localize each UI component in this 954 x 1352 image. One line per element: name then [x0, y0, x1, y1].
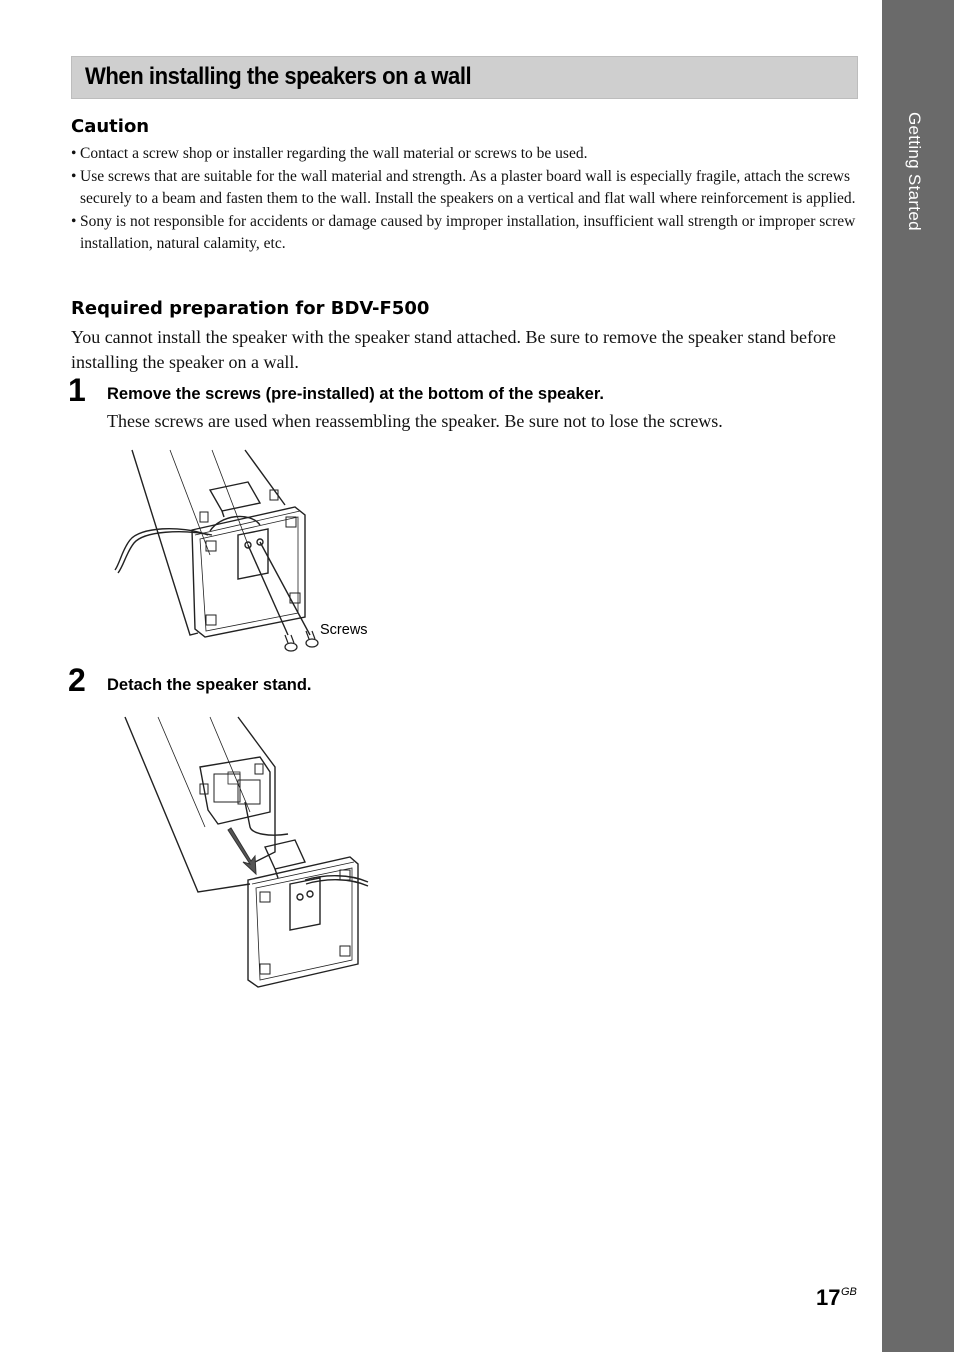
step-1-body: These screws are used when reassembling the speaker. Be sure not to lose the screws. — [107, 411, 723, 431]
preparation-intro: You cannot install the speaker with the speaker stand attached. Be sure to remove the speaker stand before installing the speaker on a wall. — [71, 327, 836, 372]
figure-label-screws: Screws — [320, 622, 368, 638]
step-2-title: Detach the speaker stand. — [107, 676, 312, 694]
preparation-heading: Required preparation for BDV-F500 — [71, 298, 430, 319]
caution-item: • Use screws that are suitable for the wall material and strength. As a plaster board wall is especially fragile, attach the screws securely to a beam and fasten them to the wall. Install the speakers on a vertical and flat wall where reinforcement is applied. — [71, 166, 856, 210]
caution-heading: Caution — [71, 116, 150, 137]
figure-detach-stand — [110, 712, 390, 997]
section-title: When installing the speakers on a wall — [85, 63, 472, 90]
page-suffix: GB — [841, 1286, 857, 1298]
section-title-bar — [71, 56, 858, 99]
page-number: 17 — [816, 1285, 841, 1310]
side-tab-label: Getting Started — [905, 112, 924, 231]
step-1-number: 1 — [68, 372, 86, 408]
step-1-title: Remove the screws (pre-installed) at the bottom of the speaker. — [107, 385, 604, 403]
caution-list — [71, 143, 856, 256]
caution-item: • Sony is not responsible for accidents or damage caused by improper installation, insufficient wall strength or improper screw installation, natural calamity, etc. — [71, 211, 856, 255]
caution-item: • Contact a screw shop or installer regarding the wall material or screws to be used. — [71, 143, 856, 165]
step-2-number: 2 — [68, 662, 86, 698]
